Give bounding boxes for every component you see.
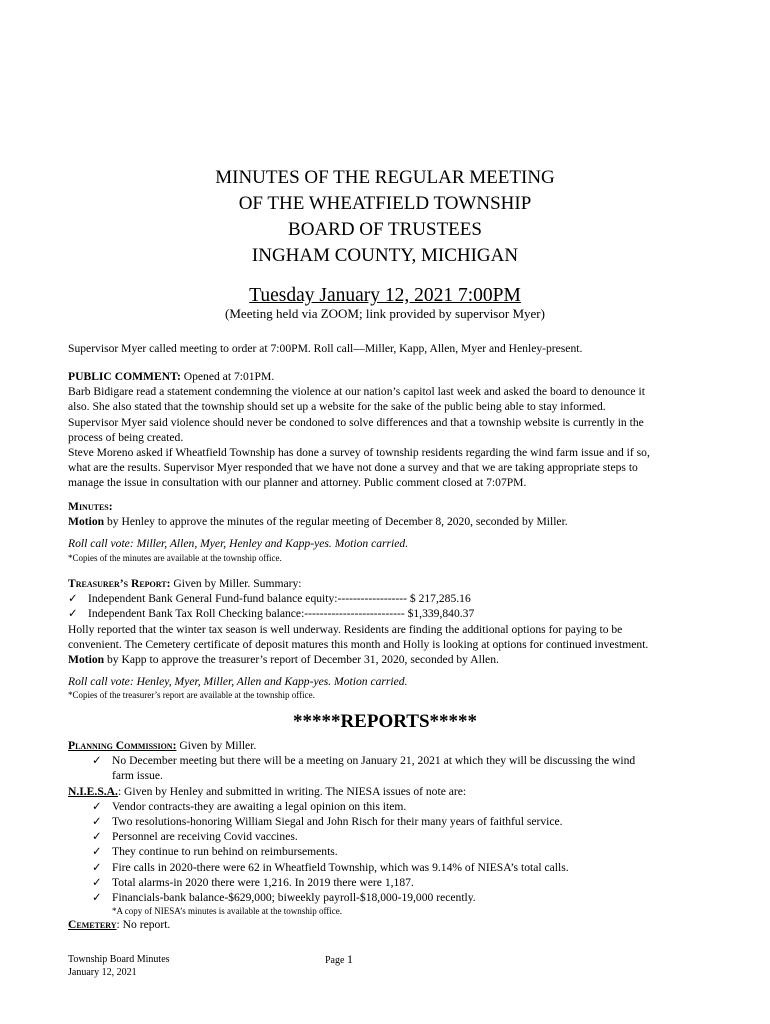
niesa-item: ✓ Total alarms-in 2020 there were 1,216. In 2019 there were 1,187. xyxy=(92,875,414,889)
niesa-note: *A copy of NIESA’s minutes is available at the township office. xyxy=(112,906,343,917)
document-title xyxy=(0,165,770,269)
niesa-item: ✓ Fire calls in 2020-there were 62 in Wheatfield Township, which was 9.14% of NIESA’s total calls. xyxy=(92,860,569,874)
minutes-section xyxy=(68,499,708,564)
meeting-date: Tuesday January 12, 2021 7:00PM xyxy=(249,285,521,306)
public-comment-opened: Opened at 7:01PM. xyxy=(180,370,275,383)
niesa-heading: N.I.E.S.A. xyxy=(68,784,118,798)
minutes-note: *Copies of the minutes are available at the township office. xyxy=(68,552,282,563)
minutes-motion-word: Motion xyxy=(68,515,105,529)
planning-heading: Planning Commission: xyxy=(68,739,177,752)
public-comment-line: also. She also stated that the township should set up a website for the sake of the public being able to stay informed. xyxy=(68,400,606,414)
planning-item: ✓ No December meeting but there will be a meeting on January 21, 2021 at which they will be discussing the wind xyxy=(92,754,636,768)
treasurer-item: ✓ Independent Bank Tax Roll Checking balance:-------------------------- $1,339,840.37 xyxy=(68,607,475,621)
niesa-item: ✓ Two resolutions-honoring William Siegal and John Risch for their many years of faithful service. xyxy=(92,815,563,829)
public-comment-line: Barb Bidigare read a statement condemning the violence at our nation’s capitol last week and asked the board to denounce it xyxy=(68,385,645,399)
meeting-subtitle: (Meeting held via ZOOM; link provided by supervisor Myer) xyxy=(225,306,545,321)
minutes-motion-text: by Henley to approve the minutes of the regular meeting of December 8, 2020, seconded by Miller. xyxy=(104,515,568,529)
niesa-intro: : Given by Henley and submitted in writing. The NIESA issues of note are: xyxy=(117,784,467,798)
cemetery-text: : No report. xyxy=(116,918,171,932)
title-line-3: BOARD OF TRUSTEES xyxy=(288,219,482,240)
treasurer-note: *Copies of the treasurer’s report are available at the township office. xyxy=(68,690,315,701)
public-comment-line: Supervisor Myer said violence should never be condoned to solve differences and that a township website is currently in the xyxy=(68,415,644,429)
title-line-1: MINUTES OF THE REGULAR MEETING xyxy=(215,167,555,188)
minutes-heading: Minutes: xyxy=(68,500,113,513)
niesa-item: ✓ Personnel are receiving Covid vaccines. xyxy=(92,830,298,844)
public-comment-section xyxy=(68,369,708,491)
reports-heading: *****REPORTS***** xyxy=(292,711,478,732)
check-icon: ✓ xyxy=(68,607,78,621)
footer-page-label: Page xyxy=(325,955,347,966)
treasurer-line: convenient. The Cemetery certificate of deposit matures this month and Holly is looking at options for continued investment. xyxy=(68,637,649,651)
public-comment-line: what are the results. Supervisor Myer responded that we have not done a survey and that we are taking appropriate steps to xyxy=(68,461,638,475)
check-icon: ✓ xyxy=(92,845,102,859)
treasurer-intro: Given by Miller. Summary: xyxy=(170,577,302,590)
public-comment-line: Steve Moreno asked if Wheatfield Township has done a survey of township residents regarding the wind farm issue and if so, xyxy=(68,446,650,460)
footer-page-number: 1 xyxy=(346,952,353,966)
treasurer-section xyxy=(68,576,708,701)
treasurer-heading: Treasurer’s Report: xyxy=(68,577,171,590)
footer-doc-date: January 12, 2021 xyxy=(68,967,137,978)
public-comment-line: manage the issue in consultation with our planner and attorney. Public comment closed at 7:07PM. xyxy=(68,476,527,490)
check-icon: ✓ xyxy=(92,754,102,768)
call-to-order: Supervisor Myer called meeting to order at 7:00PM. Roll call—Miller, Kapp, Allen, Myer and Henley-present. xyxy=(68,342,583,355)
footer-left xyxy=(68,953,170,979)
niesa-item: ✓ Vendor contracts-they are awaiting a legal opinion on this item. xyxy=(92,799,407,813)
reports-section xyxy=(68,738,708,932)
check-icon: ✓ xyxy=(92,799,102,813)
cemetery-heading: Cemetery xyxy=(68,918,117,932)
footer-page xyxy=(325,953,353,967)
treasurer-line: Holly reported that the winter tax season is well underway. Residents are finding the additional options for paying to be xyxy=(68,622,623,636)
check-icon: ✓ xyxy=(92,815,102,829)
treasurer-motion-text: by Kapp to approve the treasurer’s report of December 31, 2020, seconded by Allen. xyxy=(104,653,499,667)
public-comment-line: process of being created. xyxy=(68,430,184,444)
planning-intro: Given by Miller. xyxy=(176,739,257,752)
check-icon: ✓ xyxy=(92,875,102,889)
title-line-4: INGHAM COUNTY, MICHIGAN xyxy=(251,245,519,266)
check-icon: ✓ xyxy=(68,592,78,606)
treasurer-roll-call: Roll call vote: Henley, Myer, Miller, Allen and Kapp-yes. Motion carried. xyxy=(68,675,408,689)
check-icon: ✓ xyxy=(92,830,102,844)
treasurer-item: ✓ Independent Bank General Fund-fund balance equity:------------------ $ 217,285.16 xyxy=(68,592,471,606)
niesa-item: ✓ They continue to run behind on reimbursements. xyxy=(92,845,338,859)
public-comment-heading: PUBLIC COMMENT: xyxy=(68,370,181,383)
minutes-roll-call: Roll call vote: Miller, Allen, Myer, Henley and Kapp-yes. Motion carried. xyxy=(68,537,409,551)
treasurer-motion-word: Motion xyxy=(68,653,105,667)
footer-doc-name: Township Board Minutes xyxy=(68,954,170,965)
title-line-2: OF THE WHEATFIELD TOWNSHIP xyxy=(238,193,532,214)
check-icon: ✓ xyxy=(92,891,102,905)
check-icon: ✓ xyxy=(92,860,102,874)
niesa-item: ✓ Financials-bank balance-$629,000; biweekly payroll-$18,000-19,000 recently. xyxy=(92,891,476,905)
planning-item-continued: farm issue. xyxy=(112,769,163,783)
